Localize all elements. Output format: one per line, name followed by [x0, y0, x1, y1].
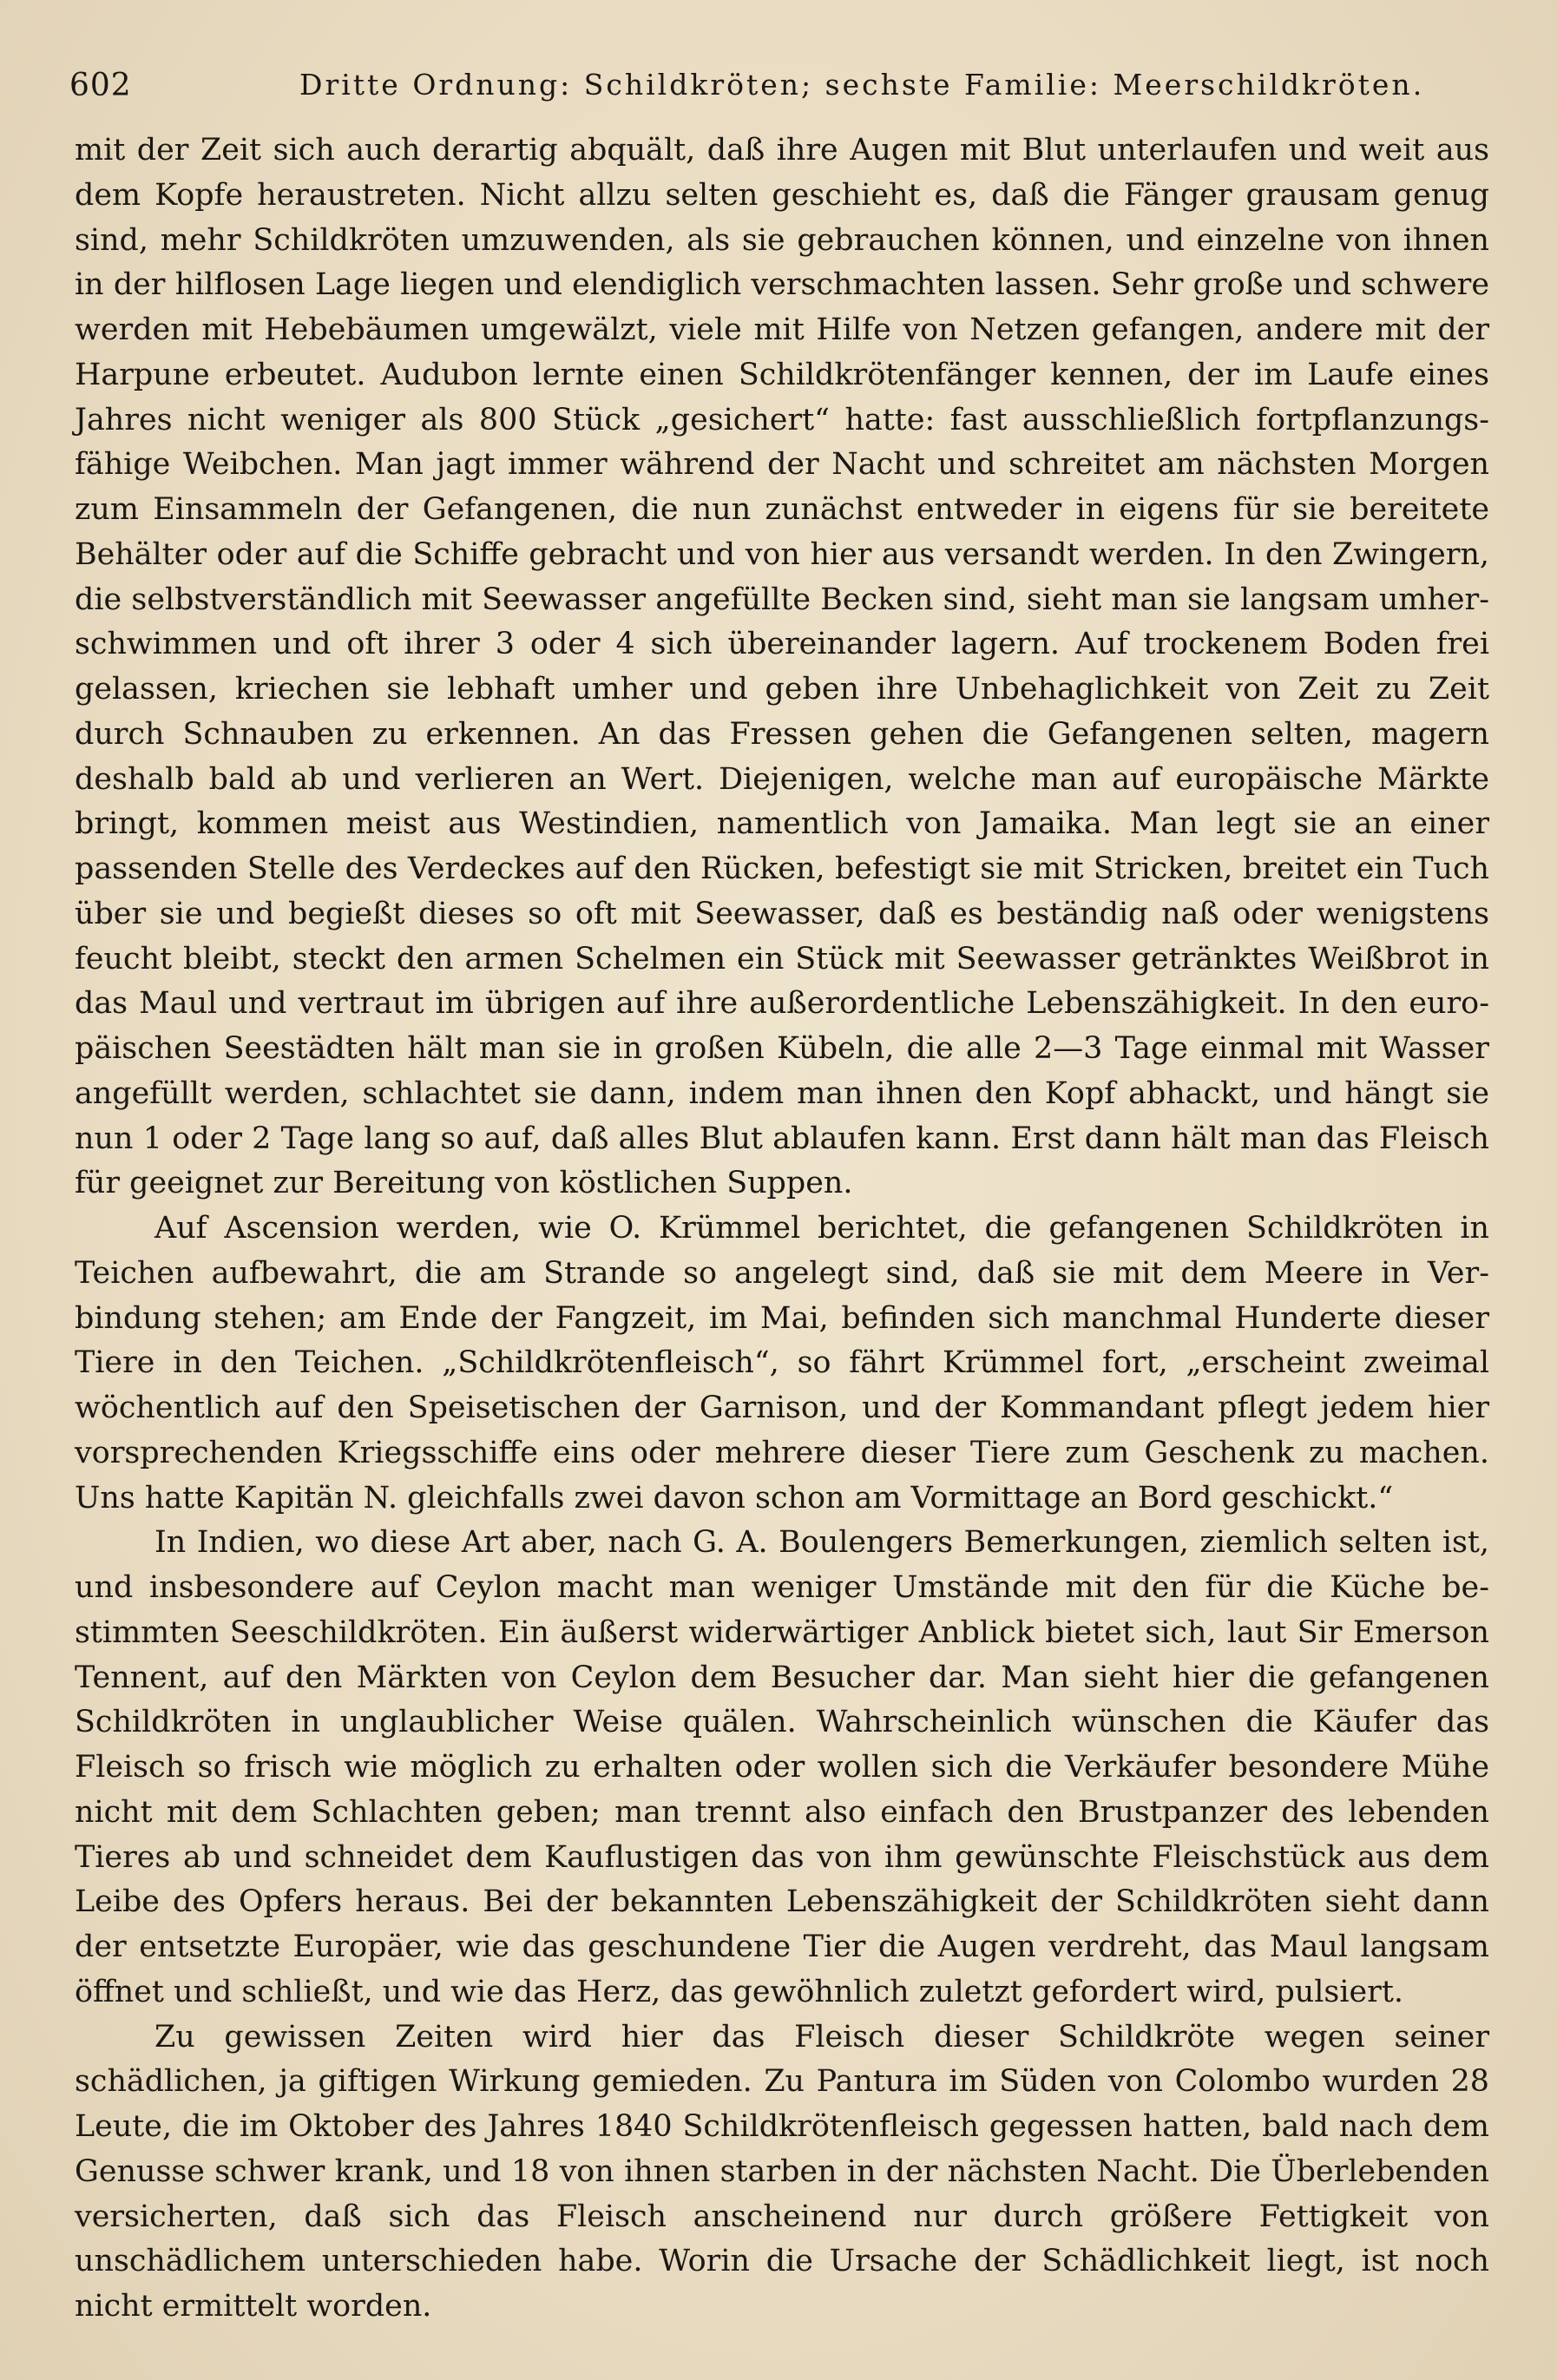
body-text	[75, 128, 1489, 2330]
paragraph-poisoning: Zu gewissen Zeiten wird hier das Fleisch dieser Schildkröte wegen seiner schädlichen, ja giftigen Wirkung gemieden. Zu Pantura im Süden von Colombo wurden 28 Leute, die im Oktober des Jahres 1840 Schildkrötenfleisch gegessen hatten, bald nach dem Genusse schwer krank, und 18 von ihnen starben in der nächsten Nacht. Die Überlebenden versicherten, daß sich das Fleisch anscheinend nur durch größere Fettigkeit von unschädlichem unterschieden habe. Worin die Ursache der Schädlichkeit liegt, ist noch nicht ermittelt worden.	[75, 2019, 1489, 2324]
paragraph-ascension: Auf Ascension werden, wie O. Krümmel berichtet, die gefangenen Schildkröten in Teichen aufbewahrt, die am Strande so angelegt sind, daß sie mit dem Meere in Verbindung stehen; am Ende der Fangzeit, im Mai, befinden sich manchmal Hunderte dieser Tiere in den Teichen. „Schildkrötenfleisch“, so fährt Krümmel fort, „erscheint zweimal wöchentlich auf den Speisetischen der Garnison, und der Kommandant pflegt jedem hier vorsprechenden Kriegsschiffe eins oder mehrere dieser Tiere zum Geschenk zu machen. Uns hatte Kapitän N. gleichfalls zwei davon schon am Vormittage an Bord geschickt.“	[75, 1211, 1489, 1515]
paragraph-ceylon: In Indien, wo diese Art aber, nach G. A. Boulengers Bemerkungen, ziemlich selten ist, und insbesondere auf Ceylon macht man weniger Umstände mit den für die Küche bestimmten Seeschildkröten. Ein äußerst widerwärtiger Anblick bietet sich, laut Sir Emerson Tennent, auf den Märkten von Ceylon dem Besucher dar. Man sieht hier die gefangenen Schildkröten in unglaublicher Weise quälen. Wahrscheinlich wünschen die Käufer das Fleisch so frisch wie möglich zu erhalten oder wollen sich die Verkäufer besondere Mühe nicht mit dem Schlachten geben; man trennt also einfach den Brustpanzer des lebenden Tieres ab und schneidet dem Kauflustigen das von ihm gewünschte Fleischstück aus dem Leibe des Opfers heraus. Bei der bekannten Lebenszähigkeit der Schildkröten sieht dann der entsetzte Europäer, wie das geschundene Tier die Augen verdreht, das Maul langsam öffnet und schließt, und wie das Herz, das gewöhnlich zuletzt gefordert wird, pulsiert.	[75, 1525, 1489, 2009]
running-head: Dritte Ordnung: Schildkröten; sechste Familie: Meerschildkröten.	[299, 68, 1425, 102]
page-number: 602	[69, 68, 132, 103]
paragraph-continuation: mit der Zeit sich auch derartig abquält, daß ihre Augen mit Blut unterlaufen und weit aus dem Kopfe heraustreten. Nicht allzu selten geschieht es, daß die Fänger grausam genug sind, mehr Schildkröten umzuwenden, als sie gebrauchen können, und einzelne von ihnen in der hilflosen Lage liegen und elendiglich verschmachten lassen. Sehr große und schwere werden mit Hebebäumen umgewälzt, viele mit Hilfe von Netzen gefangen, andere mit der Harpune erbeutet. Audubon lernte einen Schildkrötenfänger kennen, der im Laufe eines Jahres nicht weniger als 800 Stück „gesichert“ hatte: fast ausschließlich fortpflanzungsfähige Weibchen. Man jagt immer während der Nacht und schreitet am nächsten Morgen zum Einsammeln der Gefangenen, die nun zunächst entweder in eigens für sie bereitete Behälter oder auf die Schiffe gebracht und von hier aus versandt werden. In den Zwingern, die selbstverständlich mit Seewasser angefüllte Becken sind, sieht man sie langsam umherschwimmen und oft ihrer 3 oder 4 sich übereinander lagern. Auf trockenem Boden frei gelassen, kriechen sie lebhaft umher und geben ihre Unbehaglichkeit von Zeit zu Zeit durch Schnauben zu erkennen. An das Fressen gehen die Gefangenen selten, magern deshalb bald ab und verlieren an Wert. Diejenigen, welche man auf europäische Märkte bringt, kommen meist aus Westindien, namentlich von Jamaika. Man legt sie an einer passenden Stelle des Verdeckes auf den Rücken, befestigt sie mit Stricken, breitet ein Tuch über sie und begießt dieses so oft mit Seewasser, daß es beständig naß oder wenigstens feucht bleibt, steckt den armen Schelmen ein Stück mit Seewasser getränktes Weißbrot in das Maul und vertraut im übrigen auf ihre außerordentliche Lebenszähigkeit. In den europäischen Seestädten hält man sie in großen Kübeln, die alle 2—3 Tage einmal mit Wasser angefüllt werden, schlachtet sie dann, indem man ihnen den Kopf abhackt, und hängt sie nun 1 oder 2 Tage lang so auf, daß alles Blut ablaufen kann. Erst dann hält man das Fleisch für geeignet zur Bereitung von köstlichen Suppen.	[75, 133, 1489, 1201]
page-header	[69, 61, 1493, 113]
